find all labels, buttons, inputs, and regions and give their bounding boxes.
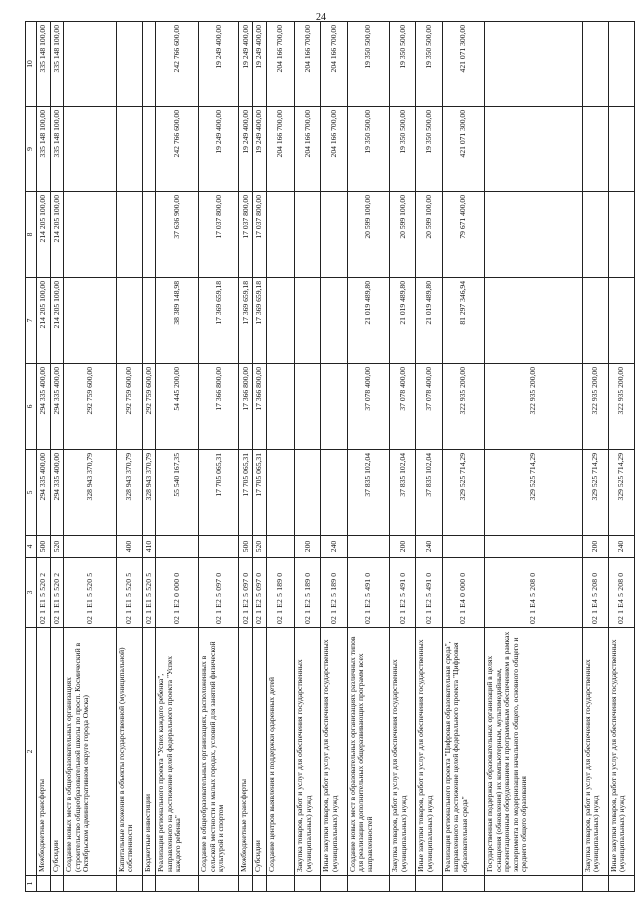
row-name: Межбюджетные трансферты — [37, 628, 51, 876]
amount-col-9: 335 148 100,00 — [50, 107, 64, 192]
amount-col-10: 19 249 400,00 — [239, 22, 253, 107]
amount-col-7: 214 205 100,00 — [37, 278, 51, 364]
amount-col-9: 19 249 400,00 — [199, 107, 239, 192]
table-row — [64, 22, 116, 892]
expense-type — [156, 536, 199, 558]
amount-col-10: 19 249 400,00 — [199, 22, 239, 107]
amount-col-8: 17 037 800,00 — [253, 192, 267, 278]
amount-col-7: 21 019 489,80 — [390, 278, 416, 364]
amount-col-6: 17 366 800,00 — [199, 364, 239, 450]
row-name: Субсидии — [253, 628, 267, 876]
row-name: Создание центров выявления и поддержки одаренных детей — [266, 628, 295, 876]
amount-col-7 — [64, 278, 116, 364]
expense-type: 240 — [321, 536, 347, 558]
amount-col-8: 20 599 100,00 — [416, 192, 442, 278]
amount-col-10 — [142, 22, 156, 107]
target-code: 02 1 E2 5 189 0 — [321, 558, 347, 628]
amount-col-6: 322 935 200,00 — [442, 364, 485, 450]
target-code: 02 1 E1 5 520 2 — [37, 558, 51, 628]
amount-col-6: 322 935 200,00 — [485, 364, 582, 450]
target-code: 02 1 E2 5 097 0 — [253, 558, 267, 628]
table-row — [390, 22, 416, 892]
amount-col-6 — [295, 364, 321, 450]
amount-col-5 — [295, 450, 321, 536]
amount-col-7: 17 369 659,18 — [239, 278, 253, 364]
row-name: Создание новых мест в общеобразовательных организациях (строительство общеобразовательной школы по просп. Космический в Октябрьском административном округе города Омска) — [64, 628, 116, 876]
amount-col-5: 328 943 370,79 — [116, 450, 142, 536]
amount-col-7 — [608, 278, 634, 364]
row-number-cell — [199, 876, 239, 892]
amount-col-5: 328 943 370,79 — [142, 450, 156, 536]
amount-col-6: 37 078 400,00 — [416, 364, 442, 450]
table-row — [485, 22, 582, 892]
row-number-cell — [253, 876, 267, 892]
row-name: Субсидии — [50, 628, 64, 876]
row-number-cell — [485, 876, 582, 892]
page-number: 24 — [316, 12, 326, 23]
amount-col-9 — [485, 107, 582, 192]
amount-col-9: 19 249 400,00 — [239, 107, 253, 192]
column-number-row — [26, 22, 37, 892]
row-name: Иные закупки товаров, работ и услуг для обеспечения государственных (муниципальных) нужд — [416, 628, 442, 876]
expense-type: 200 — [582, 536, 608, 558]
amount-col-10: 204 166 700,00 — [321, 22, 347, 107]
expense-type: 520 — [253, 536, 267, 558]
amount-col-8 — [582, 192, 608, 278]
amount-col-10: 335 148 100,00 — [37, 22, 51, 107]
row-number-cell — [266, 876, 295, 892]
amount-col-5: 329 525 714,29 — [442, 450, 485, 536]
row-number-cell — [37, 876, 51, 892]
amount-col-7: 81 297 346,94 — [442, 278, 485, 364]
amount-col-6: 37 078 400,00 — [390, 364, 416, 450]
target-code: 02 1 E2 5 491 0 — [347, 558, 390, 628]
amount-col-5: 329 525 714,29 — [608, 450, 634, 536]
amount-col-5: 294 335 400,00 — [37, 450, 51, 536]
amount-col-8: 17 037 800,00 — [239, 192, 253, 278]
expense-type: 240 — [608, 536, 634, 558]
row-number-cell — [321, 876, 347, 892]
row-name: Реализация регионального проекта "Успех каждого ребенка", направленного на достижение целей федерального проекта "Успех каждого ребенка" — [156, 628, 199, 876]
target-code: 02 1 E2 5 491 0 — [390, 558, 416, 628]
row-name: Закупка товаров, работ и услуг для обеспечения государственных (муниципальных) нужд — [390, 628, 416, 876]
amount-col-10 — [116, 22, 142, 107]
row-number-cell — [295, 876, 321, 892]
amount-col-8 — [266, 192, 295, 278]
amount-col-8: 214 205 100,00 — [50, 192, 64, 278]
amount-col-6: 322 935 200,00 — [608, 364, 634, 450]
expense-type: 500 — [37, 536, 51, 558]
expense-type: 410 — [142, 536, 156, 558]
amount-col-10: 19 350 500,00 — [390, 22, 416, 107]
amount-col-5: 17 705 065,31 — [239, 450, 253, 536]
expense-type: 400 — [116, 536, 142, 558]
column-number: 3 — [26, 558, 37, 628]
amount-col-10 — [582, 22, 608, 107]
table-row — [50, 22, 64, 892]
amount-col-7 — [266, 278, 295, 364]
expense-type: 200 — [295, 536, 321, 558]
amount-col-10 — [485, 22, 582, 107]
target-code: 02 1 E4 5 208 0 — [608, 558, 634, 628]
column-number: 4 — [26, 536, 37, 558]
amount-col-8: 20 599 100,00 — [390, 192, 416, 278]
budget-table — [25, 21, 635, 892]
amount-col-8 — [485, 192, 582, 278]
amount-col-7 — [321, 278, 347, 364]
amount-col-7: 17 369 659,18 — [199, 278, 239, 364]
row-number-cell — [64, 876, 116, 892]
amount-col-9: 204 166 700,00 — [295, 107, 321, 192]
target-code: 02 1 E4 0 000 0 — [442, 558, 485, 628]
amount-col-5: 329 525 714,29 — [582, 450, 608, 536]
amount-col-7 — [142, 278, 156, 364]
amount-col-5: 17 705 065,31 — [199, 450, 239, 536]
amount-col-9: 19 350 500,00 — [390, 107, 416, 192]
amount-col-10: 19 249 400,00 — [253, 22, 267, 107]
expense-type: 500 — [239, 536, 253, 558]
table-row — [266, 22, 295, 892]
table-row — [156, 22, 199, 892]
target-code: 02 1 E2 5 491 0 — [416, 558, 442, 628]
row-number-cell — [156, 876, 199, 892]
amount-col-8 — [295, 192, 321, 278]
row-number-cell — [239, 876, 253, 892]
amount-col-6: 294 335 400,00 — [50, 364, 64, 450]
amount-col-5 — [321, 450, 347, 536]
amount-col-8 — [116, 192, 142, 278]
row-number-cell — [50, 876, 64, 892]
amount-col-7 — [582, 278, 608, 364]
amount-col-9 — [142, 107, 156, 192]
table-row — [37, 22, 51, 892]
amount-col-6: 292 759 600,00 — [142, 364, 156, 450]
amount-col-8: 214 205 100,00 — [37, 192, 51, 278]
expense-type — [485, 536, 582, 558]
amount-col-10: 242 766 600,00 — [156, 22, 199, 107]
target-code: 02 1 E1 5 520 2 — [50, 558, 64, 628]
amount-col-10: 19 350 500,00 — [416, 22, 442, 107]
expense-type — [347, 536, 390, 558]
amount-col-8: 37 636 900,00 — [156, 192, 199, 278]
row-number-cell — [416, 876, 442, 892]
row-number-cell — [608, 876, 634, 892]
amount-col-7: 214 205 100,00 — [50, 278, 64, 364]
row-name: Капитальные вложения в объекты государственной (муниципальной) собственности — [116, 628, 142, 876]
amount-col-9: 335 148 100,00 — [37, 107, 51, 192]
table-row — [142, 22, 156, 892]
target-code: 02 1 E4 5 208 0 — [485, 558, 582, 628]
table-row — [582, 22, 608, 892]
amount-col-8: 17 037 800,00 — [199, 192, 239, 278]
amount-col-6 — [266, 364, 295, 450]
row-number-cell — [116, 876, 142, 892]
row-name: Бюджетные инвестиции — [142, 628, 156, 876]
amount-col-6: 37 078 400,00 — [347, 364, 390, 450]
row-name: Создание новых мест в образовательных организациях различных типов для реализации дополнительных общеразвивающих программ всех направленностей — [347, 628, 390, 876]
amount-col-9: 19 350 500,00 — [416, 107, 442, 192]
amount-col-8 — [142, 192, 156, 278]
amount-col-9: 242 766 600,00 — [156, 107, 199, 192]
column-number: 10 — [26, 22, 37, 107]
target-code: 02 1 E2 5 097 0 — [199, 558, 239, 628]
amount-col-9: 421 071 300,00 — [442, 107, 485, 192]
amount-col-5: 329 525 714,29 — [485, 450, 582, 536]
amount-col-10: 335 148 100,00 — [50, 22, 64, 107]
table-row — [442, 22, 485, 892]
amount-col-5: 37 835 102,04 — [416, 450, 442, 536]
amount-col-9: 19 249 400,00 — [253, 107, 267, 192]
expense-type — [266, 536, 295, 558]
amount-col-10: 204 166 700,00 — [295, 22, 321, 107]
amount-col-7: 21 019 489,80 — [347, 278, 390, 364]
table-row — [416, 22, 442, 892]
target-code: 02 1 E2 0 000 0 — [156, 558, 199, 628]
column-number: 9 — [26, 107, 37, 192]
column-number: 5 — [26, 450, 37, 536]
amount-col-5: 17 705 065,31 — [253, 450, 267, 536]
expense-type: 200 — [390, 536, 416, 558]
amount-col-8 — [608, 192, 634, 278]
budget-table-rotated — [25, 22, 635, 892]
amount-col-7: 38 389 148,98 — [156, 278, 199, 364]
amount-col-6: 322 935 200,00 — [582, 364, 608, 450]
column-number: 6 — [26, 364, 37, 450]
amount-col-5: 37 835 102,04 — [347, 450, 390, 536]
row-name: Иные закупки товаров, работ и услуг для обеспечения государственных (муниципальных) нужд — [608, 628, 634, 876]
row-name: Создание в общеобразовательных организациях, расположенных в сельской местности и малых городах, условий для занятий физической культурой и спортом — [199, 628, 239, 876]
amount-col-9: 204 166 700,00 — [266, 107, 295, 192]
target-code: 02 1 E1 5 520 5 — [142, 558, 156, 628]
table-row — [239, 22, 253, 892]
table-row — [116, 22, 142, 892]
amount-col-10 — [608, 22, 634, 107]
target-code: 02 1 E2 5 097 0 — [239, 558, 253, 628]
table-row — [608, 22, 634, 892]
amount-col-10: 421 071 300,00 — [442, 22, 485, 107]
amount-col-6: 17 366 800,00 — [253, 364, 267, 450]
amount-col-9 — [64, 107, 116, 192]
row-number-cell — [390, 876, 416, 892]
amount-col-9 — [116, 107, 142, 192]
row-name: Закупка товаров, работ и услуг для обеспечения государственных (муниципальных) нужд — [582, 628, 608, 876]
column-number: 2 — [26, 628, 37, 876]
amount-col-6: 292 759 600,00 — [64, 364, 116, 450]
amount-col-9: 204 166 700,00 — [321, 107, 347, 192]
target-code: 02 1 E2 5 189 0 — [295, 558, 321, 628]
row-number-cell — [442, 876, 485, 892]
amount-col-8 — [321, 192, 347, 278]
target-code: 02 1 E1 5 520 5 — [64, 558, 116, 628]
table-row — [295, 22, 321, 892]
target-code: 02 1 E1 5 520 5 — [116, 558, 142, 628]
amount-col-7 — [295, 278, 321, 364]
row-name: Межбюджетные трансферты — [239, 628, 253, 876]
amount-col-6 — [321, 364, 347, 450]
amount-col-8: 20 599 100,00 — [347, 192, 390, 278]
amount-col-9 — [582, 107, 608, 192]
amount-col-5: 328 943 370,79 — [64, 450, 116, 536]
amount-col-7: 17 369 659,18 — [253, 278, 267, 364]
amount-col-7: 21 019 489,80 — [416, 278, 442, 364]
row-name: Закупка товаров, работ и услуг для обеспечения государственных (муниципальных) нужд — [295, 628, 321, 876]
amount-col-6: 17 366 800,00 — [239, 364, 253, 450]
row-name: Иные закупки товаров, работ и услуг для обеспечения государственных (муниципальных) нужд — [321, 628, 347, 876]
row-name: Государственная поддержка образовательных организаций в целях оснащения (обновления) их компьютерным, мультимедийным, презентационным оборудованием и программным обеспечением в рамках эксперимента по модернизации начального общего, основного общего и среднего общего образования — [485, 628, 582, 876]
table-row — [321, 22, 347, 892]
table-row — [199, 22, 239, 892]
amount-col-7 — [116, 278, 142, 364]
amount-col-5 — [266, 450, 295, 536]
amount-col-7 — [485, 278, 582, 364]
table-body — [37, 22, 635, 892]
amount-col-10: 19 350 500,00 — [347, 22, 390, 107]
expense-type — [442, 536, 485, 558]
amount-col-8 — [64, 192, 116, 278]
amount-col-9 — [608, 107, 634, 192]
expense-type: 520 — [50, 536, 64, 558]
amount-col-10: 204 166 700,00 — [266, 22, 295, 107]
amount-col-6: 54 445 200,00 — [156, 364, 199, 450]
expense-type: 240 — [416, 536, 442, 558]
amount-col-10 — [64, 22, 116, 107]
amount-col-5: 37 835 102,04 — [390, 450, 416, 536]
table-row — [253, 22, 267, 892]
row-number-cell — [582, 876, 608, 892]
column-number: 7 — [26, 278, 37, 364]
row-name: Реализация регионального проекта "Цифровая образовательная среда", направленного на достижение целей федерального проекта "Цифровая образовательная среда" — [442, 628, 485, 876]
amount-col-5: 294 335 400,00 — [50, 450, 64, 536]
row-number-cell — [347, 876, 390, 892]
amount-col-8: 79 671 400,00 — [442, 192, 485, 278]
column-number: 8 — [26, 192, 37, 278]
expense-type — [64, 536, 116, 558]
expense-type — [199, 536, 239, 558]
target-code: 02 1 E2 5 189 0 — [266, 558, 295, 628]
amount-col-6: 294 335 400,00 — [37, 364, 51, 450]
amount-col-5: 55 540 167,35 — [156, 450, 199, 536]
amount-col-6: 292 759 600,00 — [116, 364, 142, 450]
target-code: 02 1 E4 5 208 0 — [582, 558, 608, 628]
column-number: 1 — [26, 876, 37, 892]
table-row — [347, 22, 390, 892]
row-number-cell — [142, 876, 156, 892]
amount-col-9: 19 350 500,00 — [347, 107, 390, 192]
